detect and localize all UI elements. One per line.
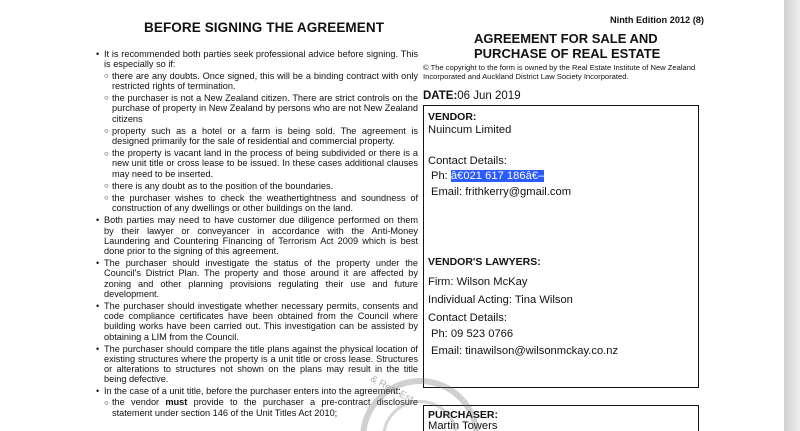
sub-list-item: ○ there is any doubt as to the position of the boundaries.	[104, 180, 334, 191]
selected-phone-text[interactable]: â€021 617 186â€–	[450, 170, 545, 182]
bullet-icon: •	[96, 215, 100, 226]
list-item: • The purchaser should investigate whether necessary permits, consents and code compliance certificates have been obtained from the Council where building works have been carried out. This investigation can be assisted by obtaining a LIM from the Council.	[96, 300, 418, 342]
before-signing-heading: BEFORE SIGNING THE AGREEMENT	[144, 20, 385, 35]
circle-bullet-icon: ○	[104, 148, 109, 158]
sub-list-item: ○ the purchaser is not a New Zealand citizen. There are strict controls on the purchase of property in New Zealand by persons who are not New Zealand citizens	[104, 92, 418, 124]
list-item: • The purchaser should investigate the status of the property under the Council's District Plan. The property and those around it are affected by zoning and other planning provisions regulating their use and future development.	[96, 258, 418, 300]
sub-list-item: ○ the purchaser wishes to check the weathertightness and soundness of construction of any dwellings or other buildings on the land.	[104, 192, 418, 214]
list-item: • Both parties may need to have customer due diligence performed on them by their lawyer or conveyancer in accordance with the Anti-Money Laundering and Countering Financing of Terrorism Act 2009 which is best done prior to the signing of this agreement.	[96, 215, 418, 257]
circle-bullet-icon: ○	[104, 193, 109, 203]
sub-list-item: ○ the vendor must provide to the purchaser a pre-contract disclosure statement under section 146 of the Unit Titles Act 2010;	[104, 397, 418, 418]
circle-bullet-icon: ○	[104, 126, 109, 136]
sub-list-item: ○ the property is vacant land in the process of being subdivided or there is a new unit title or cross lease to be issued. In these cases additional clauses may need to be inserted.	[104, 148, 418, 179]
vendor-label: VENDOR:	[428, 111, 477, 123]
list-item: • It is recommended both parties seek professional advice before signing. This is especially so if: ○ there are any doubts. Once signed, this will be a binding contract with only restricted rights of termination. ○ the purchaser is not a New Zealand citizen. There are strict controls on the purchase of property in New Zealand by persons who are not New Zealand citizens ○ property such as a hotel or a farm is being sold. The agreement is designed primarily for the sale of residential and commercial property. ○ the property is vacant land in the process of being subdivided or there is a new unit title or cross lease to be issued. In these cases additional clauses may need to be inserted. ○ there is any doubt as to the position of the boundaries. ○ the purchaser wishes to check the weathertightness and soundness of construction of any dwellings or other buildings on the land.	[96, 49, 418, 214]
bullet-icon: •	[96, 49, 100, 59]
sub-list	[104, 71, 418, 214]
before-signing-section	[96, 20, 418, 420]
vendor-email[interactable]: Email: frithkerry@gmail.com	[431, 186, 572, 198]
vendor-contact-label: Contact Details:	[428, 155, 507, 167]
lawyer-individual: Individual Acting: Tina Wilson	[428, 294, 573, 306]
purchaser-name: Martin Towers	[428, 420, 498, 431]
purchaser-label: PURCHASER:	[428, 409, 499, 421]
copyright-notice: © The copyright to the form is owned by the Real Estate Institute of New Zealand Incorporated and Auckland District Law Society Incorporated.	[423, 63, 696, 81]
vendor-phone[interactable]: Ph: â€021 617 186â€–	[431, 170, 545, 182]
lawyer-phone[interactable]: Ph: 09 523 0766	[431, 328, 514, 340]
sub-list-item: ○ property such as a hotel or a farm is being sold. The agreement is designed primarily for the sale of residential and commercial property.	[104, 125, 418, 146]
vendor-name: Nuincum Limited	[428, 124, 512, 136]
bullet-icon: •	[96, 258, 100, 269]
lawyer-email[interactable]: Email: tinawilson@wilsonmckay.co.nz	[431, 345, 619, 357]
bullet-icon: •	[96, 300, 100, 311]
list-item: • The purchaser should compare the title plans against the physical location of existing structures where the property is a unit title or cross lease. Structures or alterations to structures not shown on the plans may result in the title being defective.	[96, 343, 418, 385]
bullet-icon: •	[96, 386, 100, 397]
edition-label: Ninth Edition 2012 (8)	[610, 15, 704, 25]
agreement-date: DATE:06 Jun 2019	[423, 90, 521, 102]
advice-list	[96, 49, 418, 418]
circle-bullet-icon: ○	[104, 181, 109, 191]
circle-bullet-icon: ○	[104, 71, 109, 81]
page-edge	[784, 0, 800, 431]
vendor-box	[423, 105, 699, 388]
lawyer-contact-label: Contact Details:	[428, 312, 507, 324]
bullet-icon: •	[96, 343, 100, 354]
list-item: • In the case of a unit title, before the purchaser enters into the agreement: ○ the vendor must provide to the purchaser a pre-contract disclosure statement under section 146 of the Unit Titles Act 2010;	[96, 386, 418, 418]
lawyer-firm: Firm: Wilson McKay	[428, 276, 528, 288]
sub-list-item: ○ there are any doubts. Once signed, this will be a binding contract with only restricted rights of termination.	[104, 70, 418, 91]
agreement-title: AGREEMENT FOR SALE AND PURCHASE OF REAL ESTATE	[474, 31, 661, 61]
circle-bullet-icon: ○	[104, 93, 109, 103]
watermark-text: & Real Est	[368, 373, 416, 406]
circle-bullet-icon: ○	[104, 397, 109, 407]
vendors-lawyers-label: VENDOR'S LAWYERS:	[428, 256, 541, 268]
